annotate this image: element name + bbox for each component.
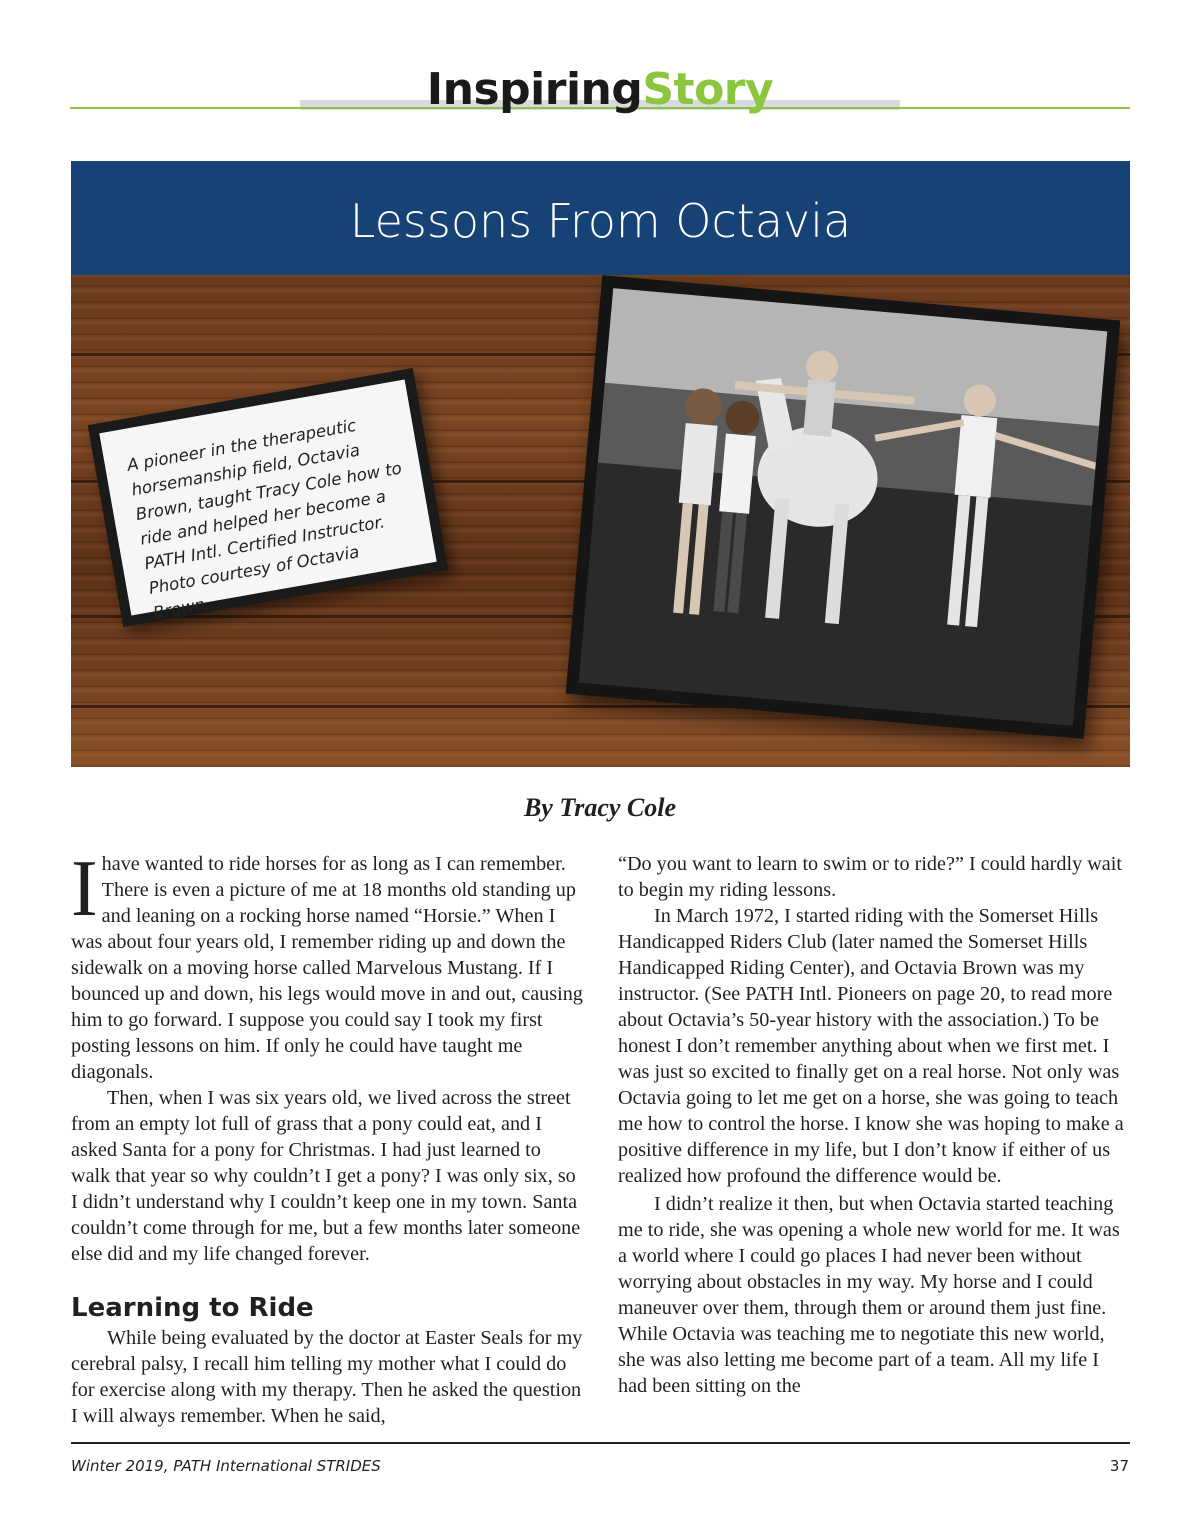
section-title-word2: Story xyxy=(642,64,774,115)
section-masthead xyxy=(70,60,1130,120)
footer-publication: Winter 2019, PATH International STRIDES xyxy=(71,1457,381,1475)
article-title: Lessons From Octavia xyxy=(349,194,852,248)
section-title xyxy=(70,64,1130,115)
drop-cap: I xyxy=(71,845,98,933)
page-number: 37 xyxy=(1109,1457,1129,1475)
footer-rule xyxy=(71,1442,1130,1444)
article-paragraph: I didn’t realize it then, but when Octavia started teaching me to ride, she was opening a whole new world for me. It was a world where I could go places I had never been without worrying about obstacles in my way. My horse and I could maneuver over them, through them or around them just fine. While Octavia was teaching me to negotiate this new world, she was also letting me become part of a team. All my life I had been sitting on the xyxy=(618,1193,1120,1397)
article-subhead: Learning to Ride xyxy=(71,1293,314,1323)
article-paragraph-text: have wanted to ride horses for as long as I can remember. There is even a picture of me at 18 months old standing up and leaning on a rocking horse named “Horsie.” When I was about four years old, I remember riding up and down the sidewalk on a moving horse called Marvelous Mustang. If I bounced up and down, his legs would move in and out, causing him to go forward. I suppose you could say I took my first posting lessons on him. If only he could have taught me diagonals. xyxy=(71,853,583,1083)
article-paragraph: “Do you want to learn to swim or to ride?” I could hardly wait to begin my riding lessons. xyxy=(618,853,1122,901)
article-byline: By Tracy Cole xyxy=(523,793,677,822)
vintage-photo xyxy=(566,275,1121,739)
section-title-word1: Inspiring xyxy=(426,64,643,115)
photo-caption: A pioneer in the therapeutic horsemanship field, Octavia Brown, taught Tracy Cole how to ride and helped her become a PATH Intl. Certified Instructor. Photo courtesy of Octavia Brown. xyxy=(99,379,436,615)
horse-and-riders-illustration xyxy=(579,288,1108,726)
article-column-right xyxy=(618,851,1130,1399)
article-paragraph: In March 1972, I started riding with the Somerset Hills Handicapped Riders Club (later named the Somerset Hills Handicapped Riding Center), and Octavia Brown was my instructor. (See PATH Intl. Pioneers on page 20, to read more about Octavia’s 50-year history with the association.) To be honest I don’t remember anything about when we first met. I was just so excited to finally get on a real horse. Not only was Octavia going to let me get on a horse, she was going to teach me how to control the horse. I know she was hoping to make a positive difference in my life, but I don’t know if either of us realized how profound the difference would be. xyxy=(618,905,1124,1187)
hero-photo-area xyxy=(71,275,1130,767)
article-paragraph xyxy=(71,845,583,1085)
article-paragraph: While being evaluated by the doctor at Easter Seals for my cerebral palsy, I recall him telling my mother what I could do for exercise along with my therapy. Then he asked the question I will always remember. When he said, xyxy=(71,1327,583,1427)
photo-caption-card xyxy=(88,368,449,627)
article-title-banner xyxy=(71,161,1130,275)
riding-lesson-photo xyxy=(579,288,1108,726)
article-column-left xyxy=(71,845,583,1429)
article-paragraph: Then, when I was six years old, we lived across the street from an empty lot full of grass that a pony could eat, and I asked Santa for a pony for Christmas. I had just learned to walk that year so why couldn’t I get a pony? I was only six, so I didn’t understand why I couldn’t keep one in my town. Santa couldn’t come through for me, but a few months later someone else did and my life changed forever. xyxy=(71,1087,581,1265)
